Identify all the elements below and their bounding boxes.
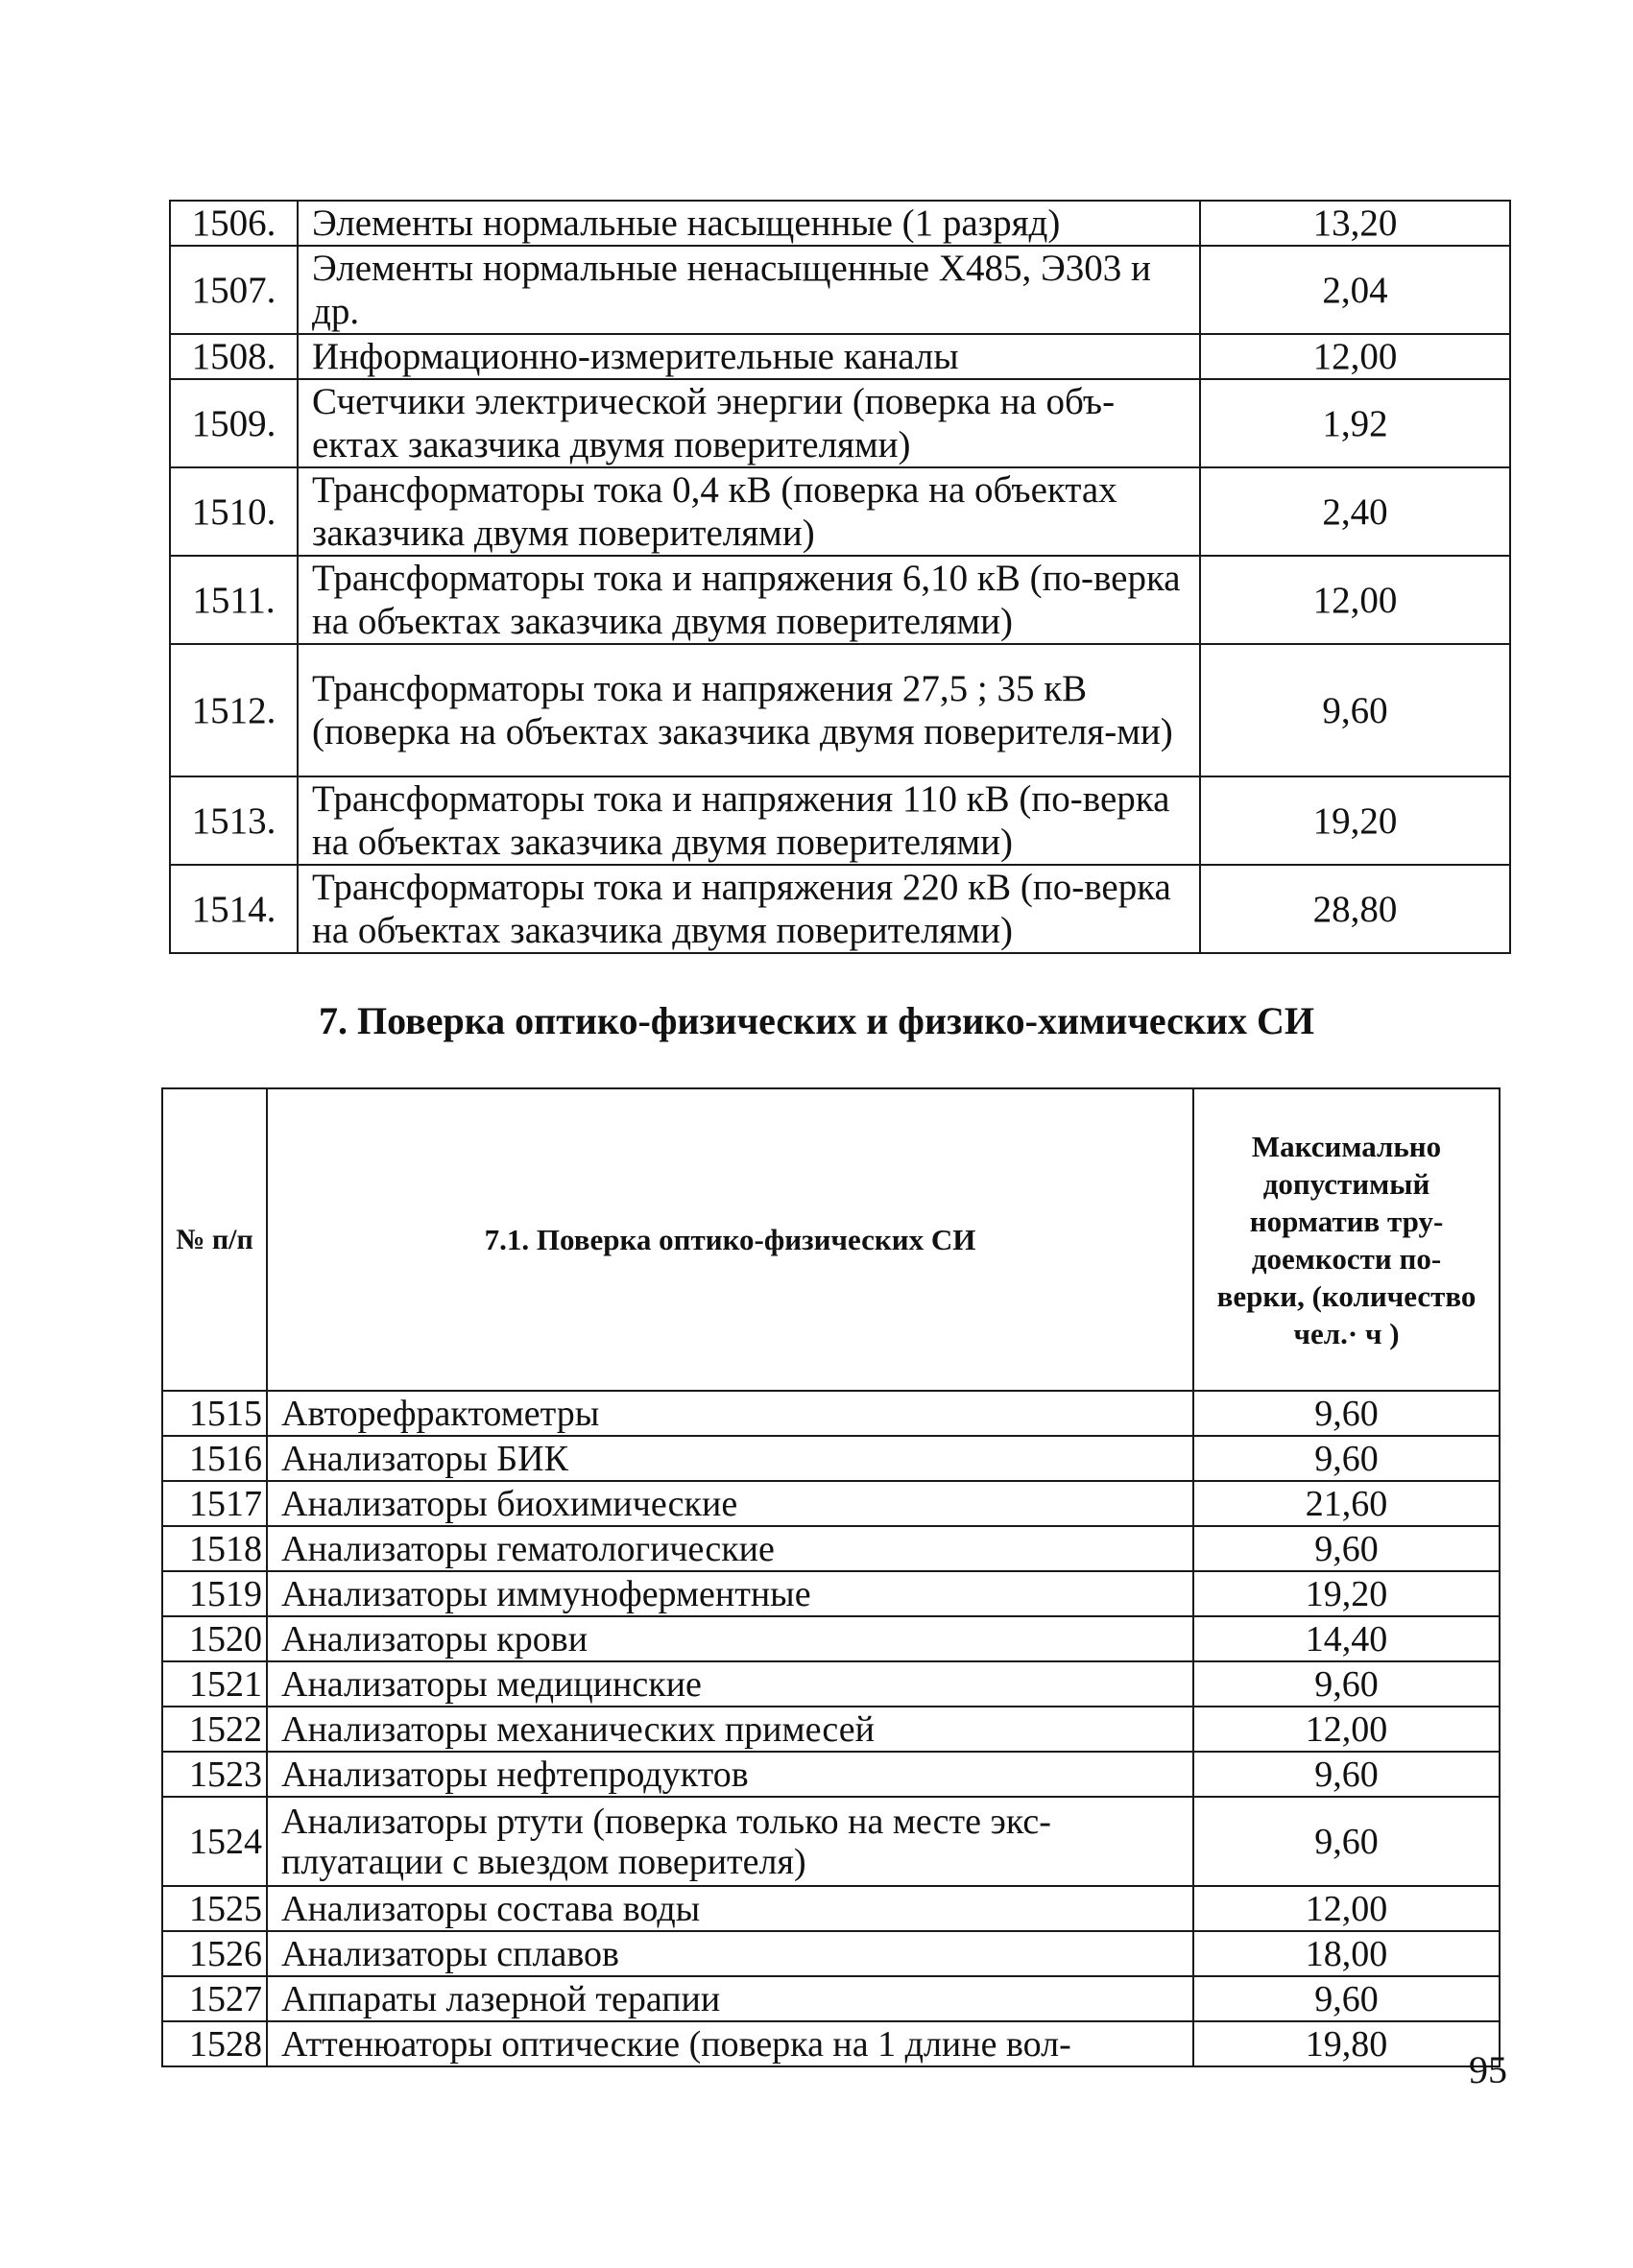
table-row <box>162 1931 1500 1976</box>
row-value: 2,40 <box>1200 467 1510 556</box>
row-name: Элементы нормальные ненасыщенные Х485, Э303 и др. <box>298 246 1200 334</box>
row-name: Анализаторы крови <box>267 1616 1193 1661</box>
table-row <box>162 1526 1500 1571</box>
row-name: Аттенюаторы оптические (поверка на 1 длине вол- <box>267 2021 1193 2066</box>
row-name: Счетчики электрической энергии (поверка на объ-ектах заказчика двумя поверителями) <box>298 379 1200 467</box>
row-value: 18,00 <box>1193 1931 1500 1976</box>
row-name: Трансформаторы тока 0,4 кВ (поверка на объектах заказчика двумя поверителями) <box>298 467 1200 556</box>
row-name: Трансформаторы тока и напряжения 110 кВ (по-верка на объектах заказчика двумя поверителями) <box>298 776 1200 865</box>
row-name: Информационно-измерительные каналы <box>298 334 1200 379</box>
row-number: 1523 <box>162 1752 267 1797</box>
row-value: 14,40 <box>1193 1616 1500 1661</box>
row-value: 12,00 <box>1200 556 1510 644</box>
row-name: Анализаторы иммуноферментные <box>267 1571 1193 1616</box>
row-number: 1510. <box>170 467 298 556</box>
row-number: 1507. <box>170 246 298 334</box>
row-name: Трансформаторы тока и напряжения 27,5 ; 35 кВ (поверка на объектах заказчика двумя поверителя-ми) <box>298 644 1200 776</box>
row-number: 1521 <box>162 1661 267 1707</box>
row-value: 2,04 <box>1200 246 1510 334</box>
row-name: Анализаторы медицинские <box>267 1661 1193 1707</box>
row-value: 1,92 <box>1200 379 1510 467</box>
row-number: 1524 <box>162 1797 267 1886</box>
row-value: 28,80 <box>1200 865 1510 953</box>
row-number: 1525 <box>162 1886 267 1931</box>
row-number: 1519 <box>162 1571 267 1616</box>
row-name: Анализаторы биохимические <box>267 1481 1193 1526</box>
row-name: Элементы нормальные насыщенные (1 разряд) <box>298 201 1200 246</box>
row-value: 9,60 <box>1193 1976 1500 2021</box>
row-number: 1511. <box>170 556 298 644</box>
row-value: 19,20 <box>1200 776 1510 865</box>
header-number: № п/п <box>162 1088 267 1391</box>
row-number: 1528 <box>162 2021 267 2066</box>
row-number: 1517 <box>162 1481 267 1526</box>
row-number: 1506. <box>170 201 298 246</box>
table-row <box>162 1886 1500 1931</box>
row-number: 1514. <box>170 865 298 953</box>
row-number: 1509. <box>170 379 298 467</box>
row-number: 1512. <box>170 644 298 776</box>
table-row <box>162 1481 1500 1526</box>
row-value: 13,20 <box>1200 201 1510 246</box>
table-row <box>170 201 1510 246</box>
row-name: Анализаторы состава воды <box>267 1886 1193 1931</box>
row-name: Аппараты лазерной терапии <box>267 1976 1193 2021</box>
row-name: Трансформаторы тока и напряжения 6,10 кВ (по-верка на объектах заказчика двумя поверителями) <box>298 556 1200 644</box>
row-name: Анализаторы механических примесей <box>267 1707 1193 1752</box>
row-value: 12,00 <box>1193 1886 1500 1931</box>
table-row <box>162 1797 1500 1886</box>
row-name: Анализаторы сплавов <box>267 1931 1193 1976</box>
row-value: 9,60 <box>1193 1526 1500 1571</box>
table-row <box>170 379 1510 467</box>
row-name: Анализаторы БИК <box>267 1436 1193 1481</box>
table-header-row <box>162 1088 1500 1391</box>
table-row <box>170 467 1510 556</box>
row-number: 1508. <box>170 334 298 379</box>
row-name: Анализаторы гематологические <box>267 1526 1193 1571</box>
main-table <box>161 1087 1501 2067</box>
table-row <box>170 246 1510 334</box>
row-number: 1515 <box>162 1391 267 1436</box>
table-row <box>170 644 1510 776</box>
table-row <box>162 1661 1500 1707</box>
table-row <box>170 556 1510 644</box>
row-value: 12,00 <box>1193 1707 1500 1752</box>
row-value: 9,60 <box>1193 1391 1500 1436</box>
table-row <box>162 2021 1500 2066</box>
page-number: 95 <box>1469 2048 1507 2091</box>
row-number: 1527 <box>162 1976 267 2021</box>
row-value: 21,60 <box>1193 1481 1500 1526</box>
header-value: Максимально допустимый норматив тру-доемкости по-верки, (количество чел.· ч ) <box>1193 1088 1500 1391</box>
row-value: 19,80 <box>1193 2021 1500 2066</box>
row-value: 9,60 <box>1193 1752 1500 1797</box>
table-row <box>162 1976 1500 2021</box>
top-table <box>169 200 1511 954</box>
table-row <box>162 1616 1500 1661</box>
row-number: 1516 <box>162 1436 267 1481</box>
table-row <box>162 1391 1500 1436</box>
row-name: Анализаторы ртути (поверка только на месте экс-плуатации с выездом поверителя) <box>267 1797 1193 1886</box>
row-number: 1518 <box>162 1526 267 1571</box>
header-name: 7.1. Поверка оптико-физических СИ <box>267 1088 1193 1391</box>
table-row <box>162 1436 1500 1481</box>
row-value: 9,60 <box>1193 1436 1500 1481</box>
row-name: Трансформаторы тока и напряжения 220 кВ (по-верка на объектах заказчика двумя поверителями) <box>298 865 1200 953</box>
row-value: 9,60 <box>1193 1797 1500 1886</box>
table-row <box>170 776 1510 865</box>
table-row <box>170 334 1510 379</box>
row-number: 1522 <box>162 1707 267 1752</box>
table-row <box>162 1707 1500 1752</box>
section-title: 7. Поверка оптико-физических и физико-химических СИ <box>319 999 1314 1042</box>
table-row <box>162 1571 1500 1616</box>
row-number: 1520 <box>162 1616 267 1661</box>
row-value: 12,00 <box>1200 334 1510 379</box>
row-number: 1526 <box>162 1931 267 1976</box>
row-value: 9,60 <box>1200 644 1510 776</box>
table-row <box>162 1752 1500 1797</box>
row-number: 1513. <box>170 776 298 865</box>
table-row <box>170 865 1510 953</box>
row-name: Авторефрактометры <box>267 1391 1193 1436</box>
row-name: Анализаторы нефтепродуктов <box>267 1752 1193 1797</box>
row-value: 19,20 <box>1193 1571 1500 1616</box>
row-value: 9,60 <box>1193 1661 1500 1707</box>
